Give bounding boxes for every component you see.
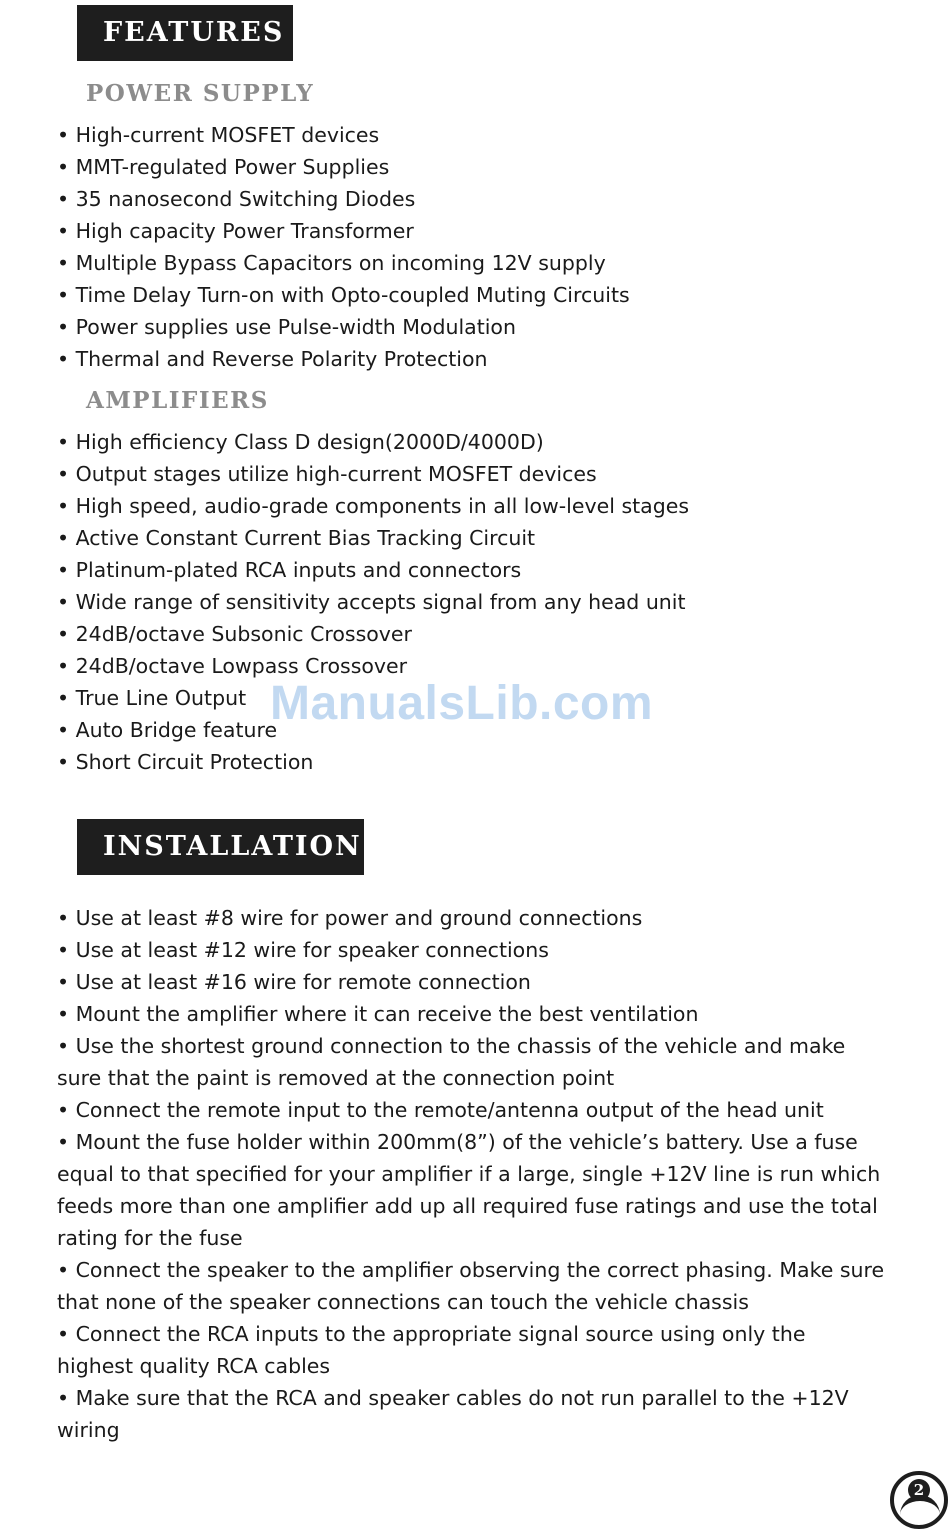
list-item: • Use at least #12 wire for speaker connections [57, 934, 887, 966]
features-header: FEATURES [77, 5, 293, 61]
list-item: • Output stages utilize high-current MOSFET devices [57, 458, 689, 490]
list-item: • True Line Output [57, 682, 689, 714]
amplifiers-list [57, 426, 689, 778]
installation-list [57, 902, 887, 1446]
list-item: • 35 nanosecond Switching Diodes [57, 183, 630, 215]
amplifiers-heading: AMPLIFIERS [86, 387, 269, 414]
list-item: • Connect the speaker to the amplifier observing the correct phasing. Make sure that none of the speaker connections can touch the vehicle chassis [57, 1254, 887, 1318]
list-item: • Use the shortest ground connection to the chassis of the vehicle and make sure that the paint is removed at the connection point [57, 1030, 887, 1094]
list-item: • Time Delay Turn-on with Opto-coupled Muting Circuits [57, 279, 630, 311]
list-item: • High efficiency Class D design(2000D/4000D) [57, 426, 689, 458]
list-item: • Make sure that the RCA and speaker cables do not run parallel to the +12V wiring [57, 1382, 887, 1446]
list-item: • 24dB/octave Lowpass Crossover [57, 650, 689, 682]
list-item: • Platinum-plated RCA inputs and connectors [57, 554, 689, 586]
list-item: • Connect the remote input to the remote/antenna output of the head unit [57, 1094, 887, 1126]
page-number: 2 [908, 1479, 930, 1501]
list-item: • Use at least #16 wire for remote connection [57, 966, 887, 998]
power-supply-heading: POWER SUPPLY [86, 80, 315, 107]
list-item: • Use at least #8 wire for power and ground connections [57, 902, 887, 934]
list-item: • Wide range of sensitivity accepts signal from any head unit [57, 586, 689, 618]
list-item: • High capacity Power Transformer [57, 215, 630, 247]
list-item: • Mount the fuse holder within 200mm(8”) of the vehicle’s battery. Use a fuse equal to that specified for your amplifier if a large, single +12V line is run which feeds more than one amplifier add up all required fuse ratings and use the total rating for the fuse [57, 1126, 887, 1254]
list-item: • High speed, audio-grade components in all low-level stages [57, 490, 689, 522]
page-number-badge [890, 1471, 948, 1529]
list-item: • MMT-regulated Power Supplies [57, 151, 630, 183]
list-item: • 24dB/octave Subsonic Crossover [57, 618, 689, 650]
list-item: • Multiple Bypass Capacitors on incoming 12V supply [57, 247, 630, 279]
power-supply-list [57, 119, 630, 375]
list-item: • Mount the amplifier where it can receive the best ventilation [57, 998, 887, 1030]
list-item: • Auto Bridge feature [57, 714, 689, 746]
watermark: ManualsLib.com [270, 677, 654, 730]
list-item: • Active Constant Current Bias Tracking Circuit [57, 522, 689, 554]
list-item: • Short Circuit Protection [57, 746, 689, 778]
list-item: • Connect the RCA inputs to the appropriate signal source using only the highest quality RCA cables [57, 1318, 887, 1382]
installation-header: INSTALLATION [77, 819, 364, 875]
list-item: • High-current MOSFET devices [57, 119, 630, 151]
list-item: • Power supplies use Pulse-width Modulation [57, 311, 630, 343]
list-item: • Thermal and Reverse Polarity Protection [57, 343, 630, 375]
